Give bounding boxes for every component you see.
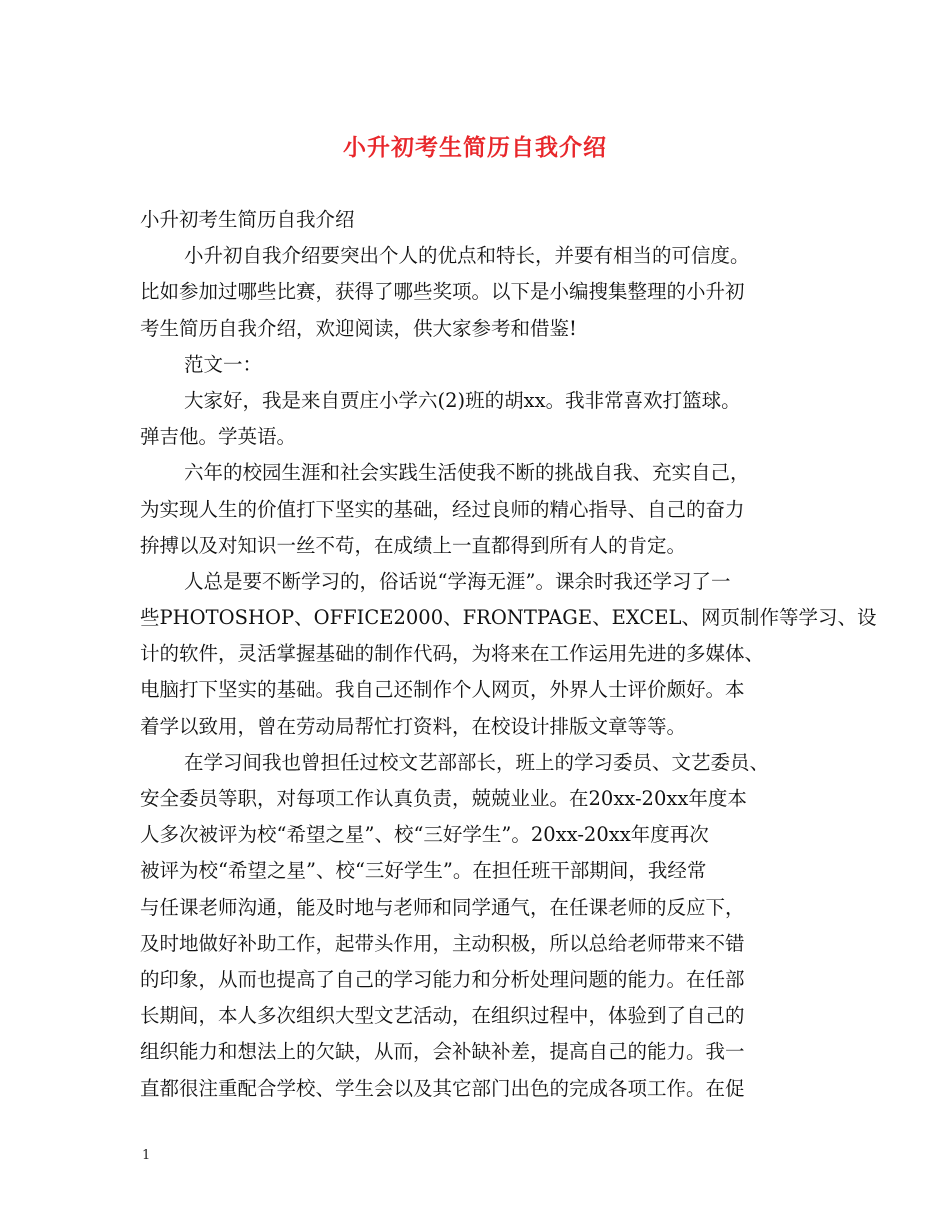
document-title: 小升初考生简历自我介绍 bbox=[343, 134, 607, 161]
body-line: 着学以致用，曾在劳动局帮忙打资料，在校设计排版文章等等。 bbox=[140, 714, 687, 738]
body-line: 计的软件，灵活掌握基础的制作代码，为将来在工作运用先进的多媒体、 bbox=[140, 642, 765, 666]
body-line: 直都很注重配合学校、学生会以及其它部门出色的完成各项工作。在促 bbox=[140, 1076, 745, 1100]
body-line: 大家好，我是来自贾庄小学六(2)班的胡xx。我非常喜欢打篮球。 bbox=[184, 388, 741, 412]
body-line: 小升初考生简历自我介绍 bbox=[140, 208, 355, 231]
body-line: 及时地做好补助工作，起带头作用，主动积极，所以总给老师带来不错 bbox=[140, 931, 745, 955]
body-line: 长期间，本人多次组织大型文艺活动，在组织过程中，体验到了自己的 bbox=[140, 1004, 745, 1028]
body-line: 被评为校“希望之星”、校“三好学生”。在担任班干部期间，我经常 bbox=[140, 859, 707, 883]
body-line: 考生简历自我介绍，欢迎阅读，供大家参考和借鉴! bbox=[140, 316, 577, 340]
body-line: 小升初自我介绍要突出个人的优点和特长，并要有相当的可信度。 bbox=[184, 244, 750, 268]
body-line: 电脑打下坚实的基础。我自己还制作个人网页，外界人士评价颇好。本 bbox=[140, 678, 745, 702]
body-line: 些PHOTOSHOP、OFFICE2000、FRONTPAGE、EXCEL、网页制作等学习、设 bbox=[140, 606, 877, 630]
body-line: 为实现人生的价值打下坚实的基础，经过良师的精心指导、自己的奋力 bbox=[140, 497, 745, 521]
body-line: 与任课老师沟通，能及时地与老师和同学通气，在任课老师的反应下， bbox=[140, 895, 745, 919]
body-line: 人多次被评为校“希望之星”、校“三好学生”。20xx-20xx年度再次 bbox=[140, 823, 709, 847]
body-line: 六年的校园生涯和社会实践生活使我不断的挑战自我、充实自己， bbox=[184, 461, 750, 485]
body-line: 组织能力和想法上的欠缺，从而，会补缺补差，提高自己的能力。我一 bbox=[140, 1040, 745, 1064]
body-line: 在学习间我也曾担任过校文艺部部长，班上的学习委员、文艺委员、 bbox=[184, 750, 770, 774]
body-line: 弹吉他。学英语。 bbox=[140, 425, 297, 449]
body-line: 拚搏以及对知识一丝不苟，在成绩上一直都得到所有人的肯定。 bbox=[140, 533, 687, 557]
body-line: 比如参加过哪些比赛，获得了哪些奖项。以下是小编搜集整理的小升初 bbox=[140, 280, 745, 304]
body-line: 安全委员等职，对每项工作认真负责，兢兢业业。在20xx-20xx年度本 bbox=[140, 787, 747, 810]
body-line: 的印象，从而也提高了自己的学习能力和分析处理问题的能力。在任部 bbox=[140, 967, 745, 991]
document-body bbox=[140, 202, 877, 1107]
body-line: 人总是要不断学习的，俗话说“学海无涯”。课余时我还学习了一 bbox=[184, 569, 731, 593]
page-number: 1 bbox=[142, 1148, 151, 1163]
body-line: 范文一： bbox=[184, 352, 263, 376]
